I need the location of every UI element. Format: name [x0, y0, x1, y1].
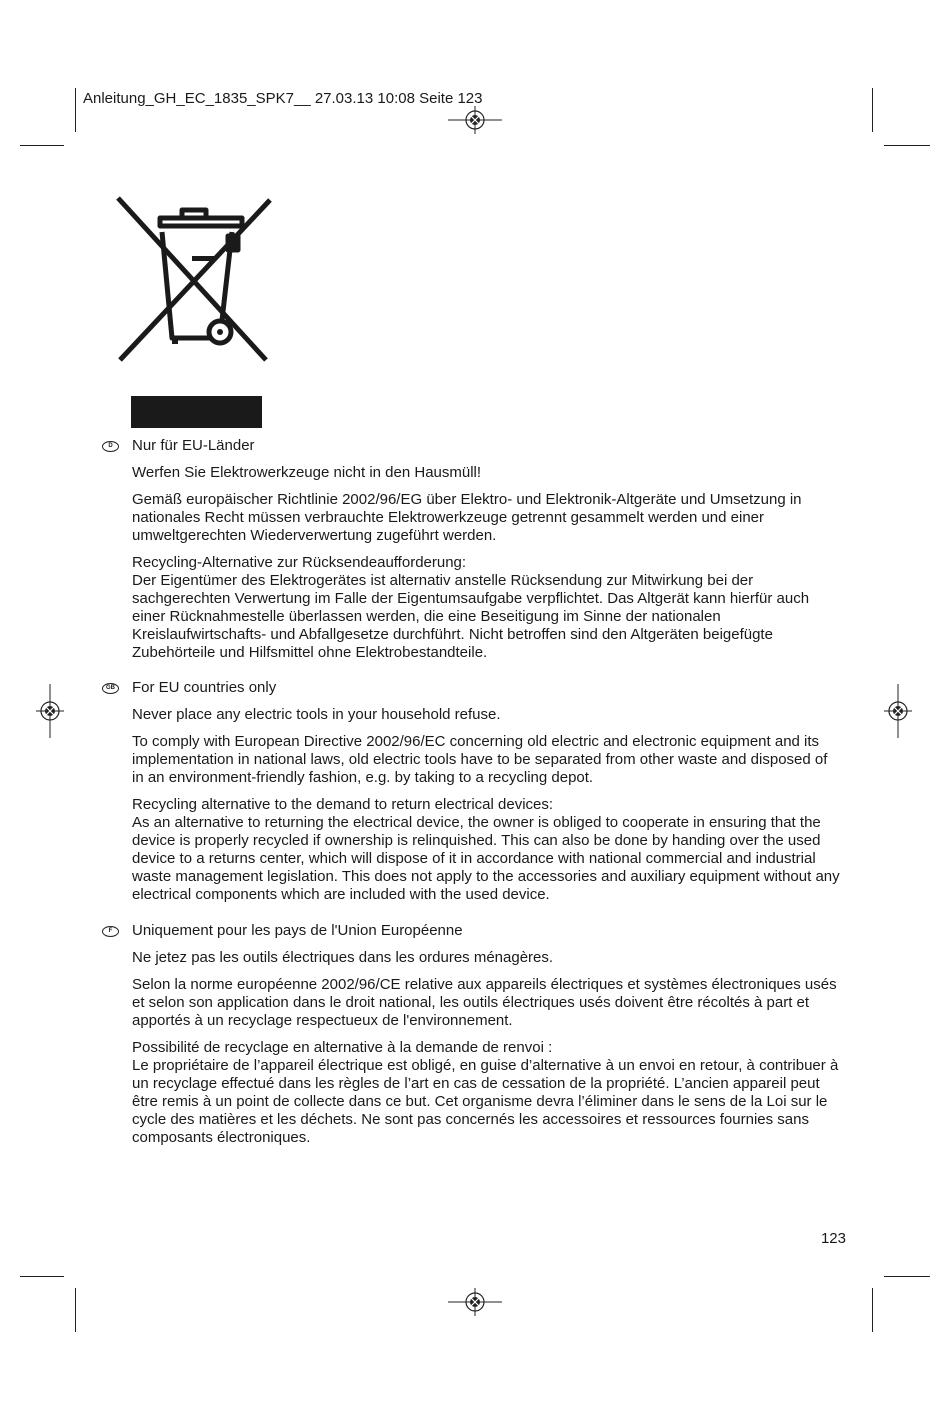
crop-mark	[884, 1276, 930, 1277]
paragraph-subheading: Recycling-Alternative zur Rücksendeaufforderung:	[132, 554, 467, 571]
section-title: Nur für EU-Länder	[132, 437, 255, 454]
paragraph: Der Eigentümer des Elektrogerätes ist alternativ anstelle Rücksendung zur Mitwirkung bei der sachgerechten Verwertung im Falle der Eigentumsaufgabe verpflichtet. Das Altgerät kann hierfür auch einer Rücknahmestelle überlassen werden, die eine Beseitigung im Sinne der nationalen Kreislaufwirtschafts- und Abfallgesetze durchführt. Nicht betroffen sind den Altgeräten beigefügte Zubehörteile und Hilfsmittel ohne Elektrobestandteile.	[132, 572, 810, 661]
section-gb	[102, 679, 842, 913]
crosshair-registration-mark-icon	[884, 684, 912, 738]
language-badge-gb: GB	[102, 683, 119, 694]
paragraph-subheading: Possibilité de recyclage en alternative à la demande de renvoi :	[132, 1039, 553, 1056]
paragraph: To comply with European Directive 2002/96/EC concerning old electric and electronic equipment and its implementation in national laws, old electric tools have to be separated from other waste and disposed of in an environment-friendly fashion, e.g. by taking to a recycling depot.	[132, 733, 828, 786]
language-badge-de: D	[102, 441, 119, 452]
paragraph: Never place any electric tools in your household refuse.	[132, 706, 501, 723]
crosshair-registration-mark-icon	[36, 684, 64, 738]
paragraph: Ne jetez pas les outils électriques dans les ordures ménagères.	[132, 949, 554, 966]
section-fr	[102, 922, 842, 1156]
section-de	[102, 437, 842, 671]
language-badge-fr: F	[102, 926, 119, 937]
page-number: 123	[820, 1230, 846, 1247]
paragraph: Gemäß europäischer Richtlinie 2002/96/EG über Elektro- und Elektronik-Altgeräte und Umsetzung in nationales Recht müssen verbrauchte Elektrowerkzeuge getrennt gesammelt werden und einer umweltgerechten Wiederverwertung zugeführt werden.	[132, 491, 802, 544]
crop-mark	[75, 1288, 76, 1332]
black-bar	[131, 396, 262, 428]
paragraph: Werfen Sie Elektrowerkzeuge nicht in den Hausmüll!	[132, 464, 482, 481]
crosshair-registration-mark-icon	[448, 106, 502, 134]
crop-mark	[872, 88, 873, 132]
crop-mark	[872, 1288, 873, 1332]
paragraph: Selon la norme européenne 2002/96/CE relative aux appareils électriques et systèmes électroniques usés et selon son application dans le droit national, les outils électriques usés doivent être récoltés à part et apportés à un recyclage respectueux de l'environnement.	[132, 976, 837, 1029]
section-title: Uniquement pour les pays de l'Union Européenne	[132, 922, 463, 939]
crop-mark	[20, 145, 64, 146]
paragraph-subheading: Recycling alternative to the demand to return electrical devices:	[132, 796, 554, 813]
crosshair-registration-mark-icon	[448, 1288, 502, 1316]
crop-mark	[884, 145, 930, 146]
print-slug-header: Anleitung_GH_EC_1835_SPK7__ 27.03.13 10:08 Seite 123	[83, 90, 483, 107]
section-title: For EU countries only	[132, 679, 277, 696]
paragraph: Le propriétaire de l’appareil électrique est obligé, en guise d’alternative à un envoi en retour, à contribuer à un recyclage effectué dans les règles de l’art en cas de cessation de la propriété. L’ancien appareil peut être remis à un point de collecte dans ce but. Cet organisme devra l’éliminer dans le sens de la Loi sur le cycle des matières et les déchets. Ne sont pas concernés les accessoires et ressources fournies sans composants électroniques.	[132, 1057, 839, 1146]
crop-mark	[20, 1276, 64, 1277]
crossed-out-wheelie-bin-icon	[116, 196, 272, 362]
crop-mark	[75, 88, 76, 132]
paragraph: As an alternative to returning the electrical device, the owner is obliged to cooperate in ensuring that the device is properly recycled if ownership is relinquished. This can also be done by handing over the used device to a returns center, which will dispose of it in accordance with national commercial and industrial waste management legislation. This does not apply to the accessories and auxiliary equipment without any electrical components which are included with the used device.	[132, 814, 840, 903]
